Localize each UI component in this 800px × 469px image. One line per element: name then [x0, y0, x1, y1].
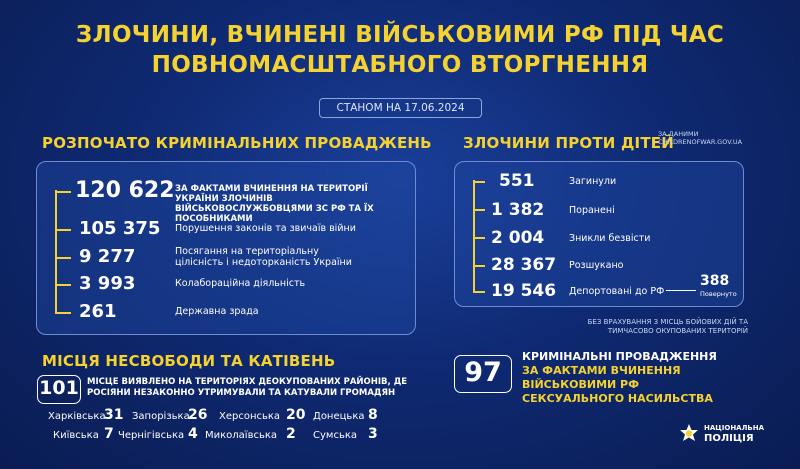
criminal-item-value: 105 375	[79, 218, 161, 239]
places-heading: МІСЦЯ НЕСВОБОДИ ТА КАТІВЕНЬ	[42, 352, 336, 370]
children-item-label: Зникли безвісти	[569, 233, 651, 244]
children-item-value: 2 004	[491, 228, 545, 248]
children-item-label: Загинули	[569, 176, 617, 187]
region-name: Сумська	[313, 430, 358, 441]
children-item-value: 19 546	[491, 281, 557, 301]
page-title: ЗЛОЧИНИ, ВЧИНЕНІ ВІЙСЬКОВИМИ РФ ПІД ЧАС ПОВНОМАСШТАБНОГО ВТОРГНЕННЯ	[75, 22, 725, 78]
criminal-heading: РОЗПОЧАТО КРИМІНАЛЬНИХ ПРОВАДЖЕНЬ	[42, 134, 432, 152]
region-value: 3	[368, 426, 378, 442]
criminal-item-label: Колабораційна діяльність	[175, 278, 306, 289]
criminal-item-value: 9 277	[79, 246, 136, 267]
returned-value: 388	[700, 273, 730, 289]
region-value: 31	[104, 407, 124, 423]
criminal-panel	[36, 161, 416, 335]
sexual-value: 97	[454, 355, 512, 393]
police-emblem-icon	[678, 423, 700, 445]
returned-connector	[666, 290, 696, 291]
children-source: ЗА ДАНИМИ CHILDRENOFWAR.GOV.UA	[658, 130, 743, 146]
region-value: 8	[368, 407, 378, 423]
children-note: БЕЗ ВРАХУВАННЯ З МІСЦЬ БОЙОВИХ ДІЙ ТА ТИМЧАСОВО ОКУПОВАНИХ ТЕРИТОРІЙ	[587, 318, 748, 335]
criminal-bracket	[55, 190, 57, 314]
region-value: 7	[104, 426, 114, 442]
places-value: 101	[37, 375, 81, 404]
region-name: Херсонська	[219, 411, 281, 422]
places-label: МІСЦЕ ВИЯВЛЕНО НА ТЕРИТОРІЯХ ДЕОКУПОВАНИХ РАЙОНІВ, ДЕ РОСІЯНИ НЕЗАКОННО УТРИМУВАЛИ ТА КАТУВАЛИ ГРОМАДЯН	[87, 377, 408, 398]
region-value: 26	[188, 407, 208, 423]
date-badge: СТАНОМ НА 17.06.2024	[319, 98, 482, 118]
criminal-total-label: ЗА ФАКТАМИ ВЧИНЕННЯ НА ТЕРИТОРІЇ УКРАЇНИ ЗЛОЧИНІВ ВІЙСЬКОВОСЛУЖБОВЦЯМИ ЗС РФ ТА ЇХ ПОСОБНИКАМИ	[175, 184, 374, 224]
police-logo-text: НАЦІОНАЛЬНА ПОЛІЦІЯ	[704, 424, 765, 444]
region-name: Запорізька	[132, 411, 190, 422]
region-name: Миколаївська	[205, 430, 278, 441]
criminal-item-value: 261	[79, 301, 117, 322]
region-name: Донецька	[313, 411, 365, 422]
criminal-total-value: 120 622	[75, 178, 175, 203]
region-value: 20	[286, 407, 306, 423]
children-item-value: 1 382	[491, 200, 545, 220]
region-name: Київська	[53, 430, 99, 441]
children-panel	[454, 161, 744, 307]
criminal-item-label: Державна зрада	[175, 306, 259, 317]
region-value: 2	[286, 426, 296, 442]
region-value: 4	[188, 426, 198, 442]
children-heading: ЗЛОЧИНИ ПРОТИ ДІТЕЙ	[463, 134, 674, 152]
children-item-value: 28 367	[491, 255, 557, 275]
region-name: Харківська	[48, 411, 106, 422]
criminal-item-label: Порушення законів та звичаїв війни	[175, 223, 356, 234]
criminal-item-label: Посягання на територіальну цілісність і недоторканість України	[175, 246, 352, 268]
children-item-label: Поранені	[569, 205, 615, 216]
sexual-label: КРИМІНАЛЬНІ ПРОВАДЖЕННЯ ЗА ФАКТАМИ ВЧИНЕННЯ ВІЙСЬКОВИМИ РФ СЕКСУАЛЬНОГО НАСИЛЬСТВА	[522, 350, 717, 405]
children-item-label: Розшукано	[569, 260, 624, 271]
returned-label: Повернуто	[700, 290, 737, 298]
children-item-value: 551	[499, 171, 535, 191]
criminal-item-value: 3 993	[79, 273, 136, 294]
region-name: Чернігівська	[118, 430, 185, 441]
children-item-label: Депортовані до РФ	[569, 286, 665, 297]
